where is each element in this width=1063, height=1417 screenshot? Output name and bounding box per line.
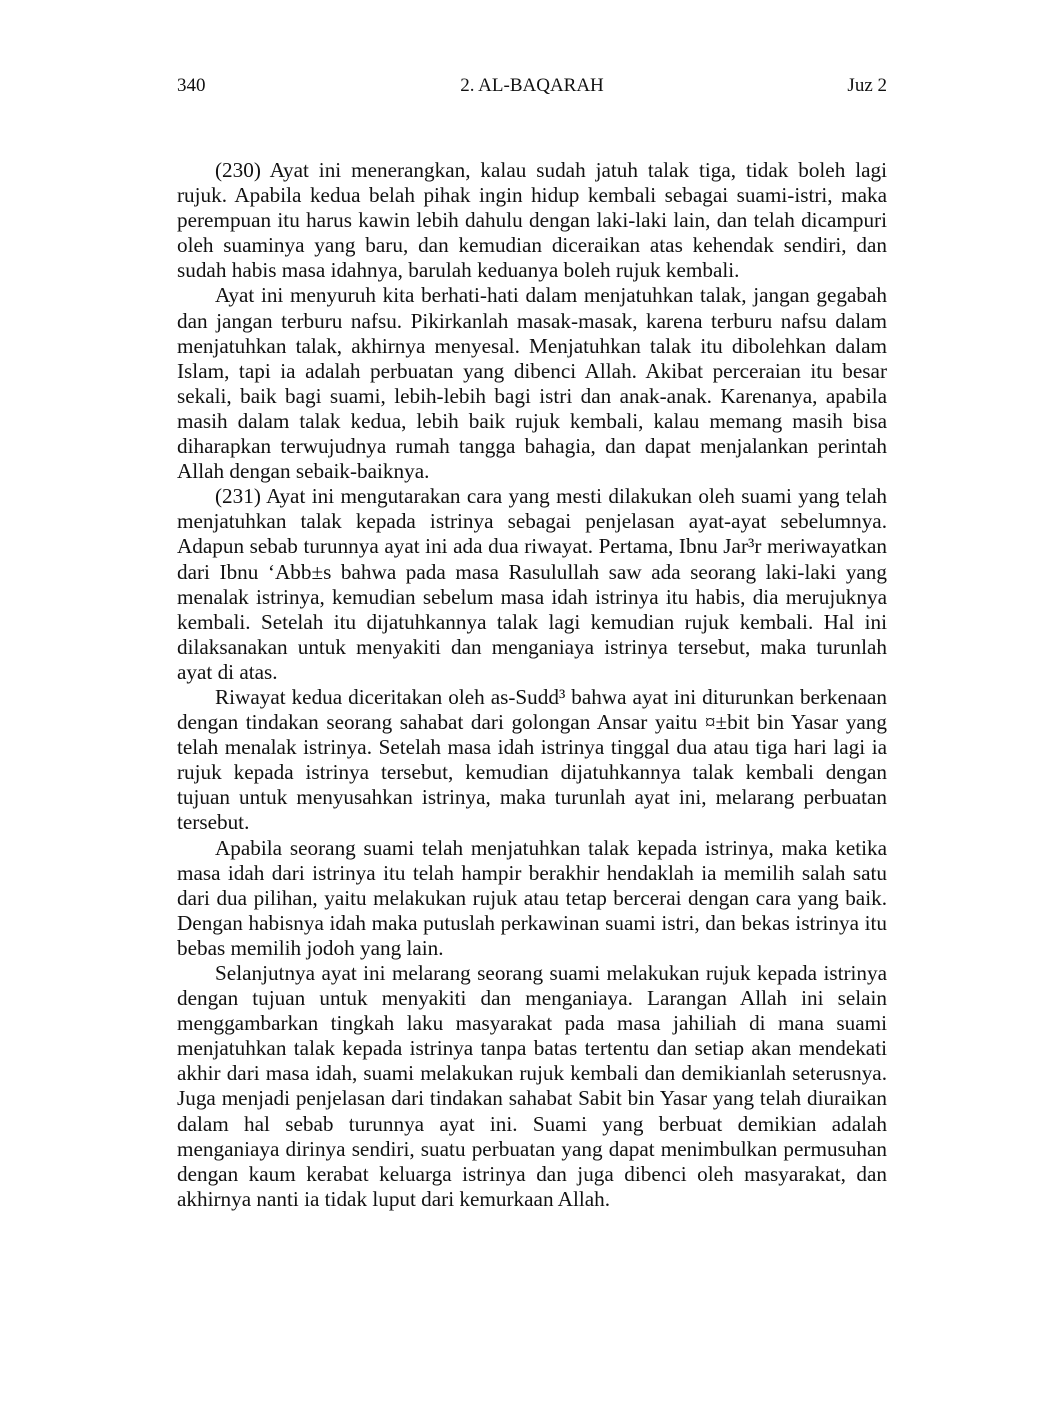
page-header — [177, 72, 887, 100]
paragraph-230: (230) Ayat ini menerangkan, kalau sudah jatuh talak tiga, tidak boleh lagi rujuk. Apabila kedua belah pihak ingin hidup kembali sebagai suami-istri, maka perempuan itu harus kawin lebih dahulu dengan laki-laki lain, dan telah dicampuri oleh suaminya yang baru, dan kemudian diceraikan atas kehendak sendiri, dan sudah habis masa idahnya, barulah keduanya boleh rujuk kembali. — [177, 158, 887, 283]
chapter-title: 2. AL-BAQARAH — [460, 75, 604, 96]
paragraph-prohibition: Selanjutnya ayat ini melarang seorang suami melakukan rujuk kepada istrinya dengan tujuan untuk menyakiti dan menganiaya. Larangan Allah ini selain menggambarkan tingkah laku masyarakat pada masa jahiliah di mana suami menjatuhkan talak kepada istrinya tanpa batas tertentu dan setiap akan mendekati akhir dari masa idah, suami melakukan rujuk kembali dan demikianlah seterusnya. Juga menjadi penjelasan dari tindakan sahabat Sabit bin Yasar yang telah diuraikan dalam hal sebab turunnya ayat ini. Suami yang berbuat demikian adalah menganiaya dirinya sendiri, suatu perbuatan yang dapat menimbulkan permusuhan dengan kaum kerabat keluarga istrinya dan juga dibenci oleh masyarakat, dan akhirnya nanti ia tidak luput dari kemurkaan Allah. — [177, 961, 887, 1211]
page-number: 340 — [177, 75, 206, 96]
juz-label: Juz 2 — [847, 75, 887, 96]
body-text — [177, 158, 887, 1212]
paragraph-talak-caution: Ayat ini menyuruh kita berhati-hati dalam menjatuhkan talak, jangan gegabah dan jangan terburu nafsu. Pikirkanlah masak-masak, karena terburu nafsu dalam menjatuhkan talak, akhirnya menyesal. Menjatuhkan talak itu dibolehkan dalam Islam, tapi ia adalah perbuatan yang dibenci Allah. Akibat perceraian itu besar sekali, baik bagi suami, lebih-lebih bagi istri dan anak-anak. Karenanya, apabila masih dalam talak kedua, lebih baik rujuk kembali, kalau memang masih bisa diharapkan terwujudnya rumah tangga bahagia, dan dapat menjalankan perintah Allah dengan sebaik-baiknya. — [177, 283, 887, 484]
paragraph-231: (231) Ayat ini mengutarakan cara yang mesti dilakukan oleh suami yang telah menjatuhkan talak kepada istrinya sebagai penjelasan ayat-ayat sebelumnya. Adapun sebab turunnya ayat ini ada dua riwayat. Pertama, Ibnu Jar³r meriwayatkan dari Ibnu ‘Abb±s bahwa pada masa Rasulullah saw ada seorang laki-laki yang menalak istrinya, kemudian sebelum masa idah istrinya itu habis, dia merujuknya kembali. Setelah itu dijatuhkannya talak lagi kemudian rujuk kembali. Hal ini dilaksanakan untuk menyakiti dan menganiaya istrinya tersebut, maka turunlah ayat di atas. — [177, 484, 887, 684]
paragraph-second-narration: Riwayat kedua diceritakan oleh as-Sudd³ bahwa ayat ini diturunkan berkenaan dengan tindakan seorang sahabat dari golongan Ansar yaitu ¤±bit bin Yasar yang telah menalak istrinya. Setelah masa idah istrinya tinggal dua atau tiga hari lagi ia rujuk kepada istrinya tersebut, kemudian dijatuhkannya talak kembali dengan tujuan untuk menyusahkan istrinya, maka turunlah ayat ini, melarang perbuatan tersebut. — [177, 684, 887, 835]
paragraph-idah-choice: Apabila seorang suami telah menjatuhkan talak kepada istrinya, maka ketika masa idah dari istrinya itu telah hampir berakhir hendaklah ia memilih salah satu dari dua pilihan, yaitu melakukan rujuk atau tetap bercerai dengan cara yang baik. Dengan habisnya idah maka putuslah perkawinan suami istri, dan bekas istrinya itu bebas memilih jodoh yang lain. — [177, 835, 887, 960]
